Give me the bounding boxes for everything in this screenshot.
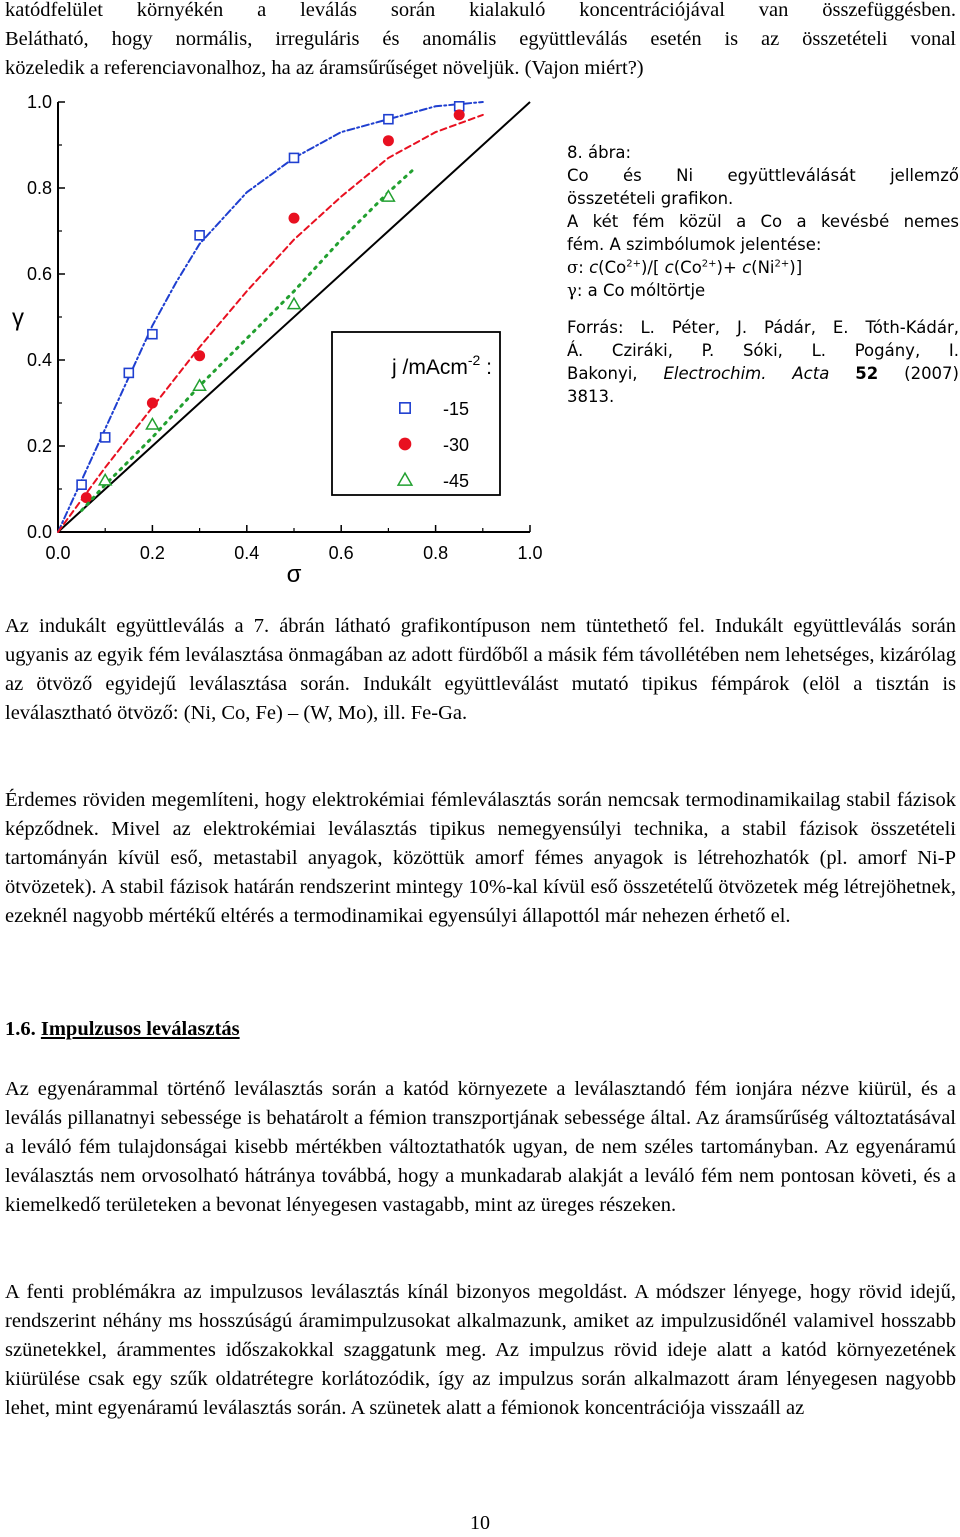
caption-sigma-definition: σ: $c(Co^{2+})/$[ $c(Co^{2+})+ c(Ni^{2+})$] — [567, 258, 803, 277]
x-tick-label: 0.8 — [423, 543, 449, 563]
gamma-symbol: γ — [567, 281, 577, 300]
paragraph-dc-deposition: Az egyenárammal történő leválasztás során a katód környezete a leválasztandó fém ionjára nézve kiürül, és a leválás pillanatnyi sebessége is behatárolt a fémion transzportjának sebessége által. Az áramsűrűség változtatásával a leváló fém tulajdonságai kisebb mértékben változtathatók ugyan, de nem széles tartományban. Az egyenáramú leválasztás nem orvosolható hátránya továbbá, hogy a munkadarab alakját a leváló fém nem pontosan követi, és a kiemelkedő területeken a bevonat lényegesen vastagabb, mint az üreges részeken. — [5, 1078, 956, 1216]
legend-marker-circle — [399, 438, 412, 451]
data-point-square — [195, 231, 204, 240]
intro-paragraph — [5, 0, 956, 83]
paragraph-metastable-phases: Érdemes röviden megemlíteni, hogy elektrokémiai fémleválasztás során nemcsak termodinamikailag stabil fázisok képződnek. Mivel az elektrokémiai leválasztás tipikus nemegyensúlyi technika, a stabil fázisok összetételi tartományán kívül eső, metastabil anyagok, közöttük amorf fémes anyagok is létrehozhatók (pl. amorf Ni-P ötvözetek). A stabil fázisok határán rendszerint mintegy 10%-kal kívül eső összetételű ötvözetek még létrejöhetnek, ezeknél nagyobb mértékű eltérés a termodinamikai egyensúlyi állapottól már nehezen érhető el. — [5, 789, 956, 927]
legend-title: j /mAcm$^{-2}$ : — [392, 352, 492, 379]
journal-volume: 52 — [855, 364, 879, 383]
paragraph-pulse-deposition: A fenti problémákra az impulzusos leválasztás kínál bizonyos megoldást. A módszer lényege, hogy rövid idejű, rendszerint néhány ms hosszúságú áramimpulzusokat alkalmazunk, amiket az impulzusidőnél valamivel hosszabb szünetekkel, árammentes időszakokkal szaggatunk meg. Az impulzus rövid ideje alatt a katód környezetének kiürülése csak egy szűk oldatrétegre korlátozódik, így az impulzus során alkalmazott áram lényegesen nagyobb lehet, mint egyenáramú leválasztás során. A szünetek alatt a fémionok koncentrációja visszaáll az — [5, 1281, 956, 1419]
caption-line-4: fém. A szimbólumok jelentése: — [567, 235, 822, 254]
y-tick-label: 0.8 — [26, 178, 52, 198]
caption-number: 8. ábra: — [567, 143, 632, 162]
paragraph-induced-codeposition: Az indukált együttleválás a 7. ábrán látható grafikontípuson nem tüntethető fel. Indukált együttleválás során ugyanis az egyik fém leválasztása önmagában az adott fürdőből a másik fém távollétében nem lehetséges, kizárólag az ötvöző egyidejű leválasztása során. Indukált együttleválást mutató tipikus fémpárok (elöl a tisztán is leválasztható ötvöző: (Ni, Co, Fe) – (W, Mo), ill. Fe-Ga. — [5, 615, 956, 724]
y-tick-label: 0.0 — [26, 522, 52, 542]
section-heading — [5, 1018, 240, 1041]
data-point-square — [384, 115, 393, 124]
data-point-circle — [147, 398, 158, 409]
data-point-triangle — [146, 419, 158, 430]
sigma-symbol: σ — [567, 258, 579, 277]
data-point-square — [290, 153, 299, 162]
source-line-2: Á. Cziráki, P. Sóki, L. Pogány, I. — [567, 341, 959, 360]
chart-legend — [332, 332, 500, 495]
data-point-triangle — [288, 298, 300, 309]
page-number: 10 — [470, 1512, 490, 1534]
caption-line-3: A két fém közül a Co a kevésbé nemes — [567, 212, 959, 231]
y-tick-label: 1.0 — [26, 92, 52, 112]
y-tick-label: 0.4 — [26, 350, 52, 370]
data-point-circle — [81, 492, 92, 503]
y-tick-label: 0.2 — [26, 436, 52, 456]
caption-gamma-definition: γ: a Co móltörtje — [567, 281, 706, 300]
x-axis-label: σ — [286, 561, 302, 587]
legend-label: -30 — [443, 435, 470, 455]
x-tick-label: 0.6 — [328, 543, 354, 563]
y-tick-label: 0.6 — [26, 264, 52, 284]
x-tick-label: 1.0 — [517, 543, 543, 563]
data-point-triangle — [382, 191, 394, 202]
section-title: Impulzusos leválasztás — [40, 1018, 240, 1040]
intro-line-1: katódfelület környékén a leválás során kialakuló koncentrációjával van összefüggésben. — [5, 0, 956, 21]
source-line-1: Forrás: L. Péter, J. Pádár, E. Tóth-Kádár, — [567, 318, 959, 337]
data-point-circle — [289, 213, 300, 224]
data-point-square — [77, 480, 86, 489]
journal-name: Electrochim. Acta — [663, 364, 830, 383]
data-point-circle — [383, 135, 394, 146]
data-point-circle — [194, 350, 205, 361]
intro-line-3: közeledik a referenciavonalhoz, ha az áramsűrűséget növeljük. (Vajon miért?) — [5, 57, 644, 79]
figure-source — [567, 316, 959, 408]
x-tick-label: 0.2 — [139, 543, 165, 563]
source-line-3: Bakonyi, Electrochim. Acta 52 (2007) — [567, 364, 959, 383]
legend-label: -45 — [443, 471, 470, 491]
caption-line-2: összetételi grafikon. — [567, 189, 734, 208]
data-point-circle — [454, 109, 465, 120]
x-tick-label: 0.4 — [234, 543, 260, 563]
composition-chart — [10, 92, 560, 587]
section-number: 1.6. — [5, 1018, 36, 1040]
y-axis-label: γ — [12, 304, 24, 332]
legend-marker-square — [400, 403, 410, 413]
figure-caption — [567, 141, 959, 408]
data-point-square — [124, 368, 133, 377]
x-tick-label: 0.0 — [45, 543, 71, 563]
intro-line-2: Belátható, hogy normális, irreguláris és anomális együttleválás esetén is az összetételi vonal — [5, 28, 956, 50]
caption-line-1: Co és Ni együttleválását jellemző — [567, 166, 959, 185]
data-point-square — [148, 330, 157, 339]
legend-label: -15 — [443, 399, 470, 419]
data-point-square — [101, 433, 110, 442]
source-line-4: 3813. — [567, 387, 615, 406]
